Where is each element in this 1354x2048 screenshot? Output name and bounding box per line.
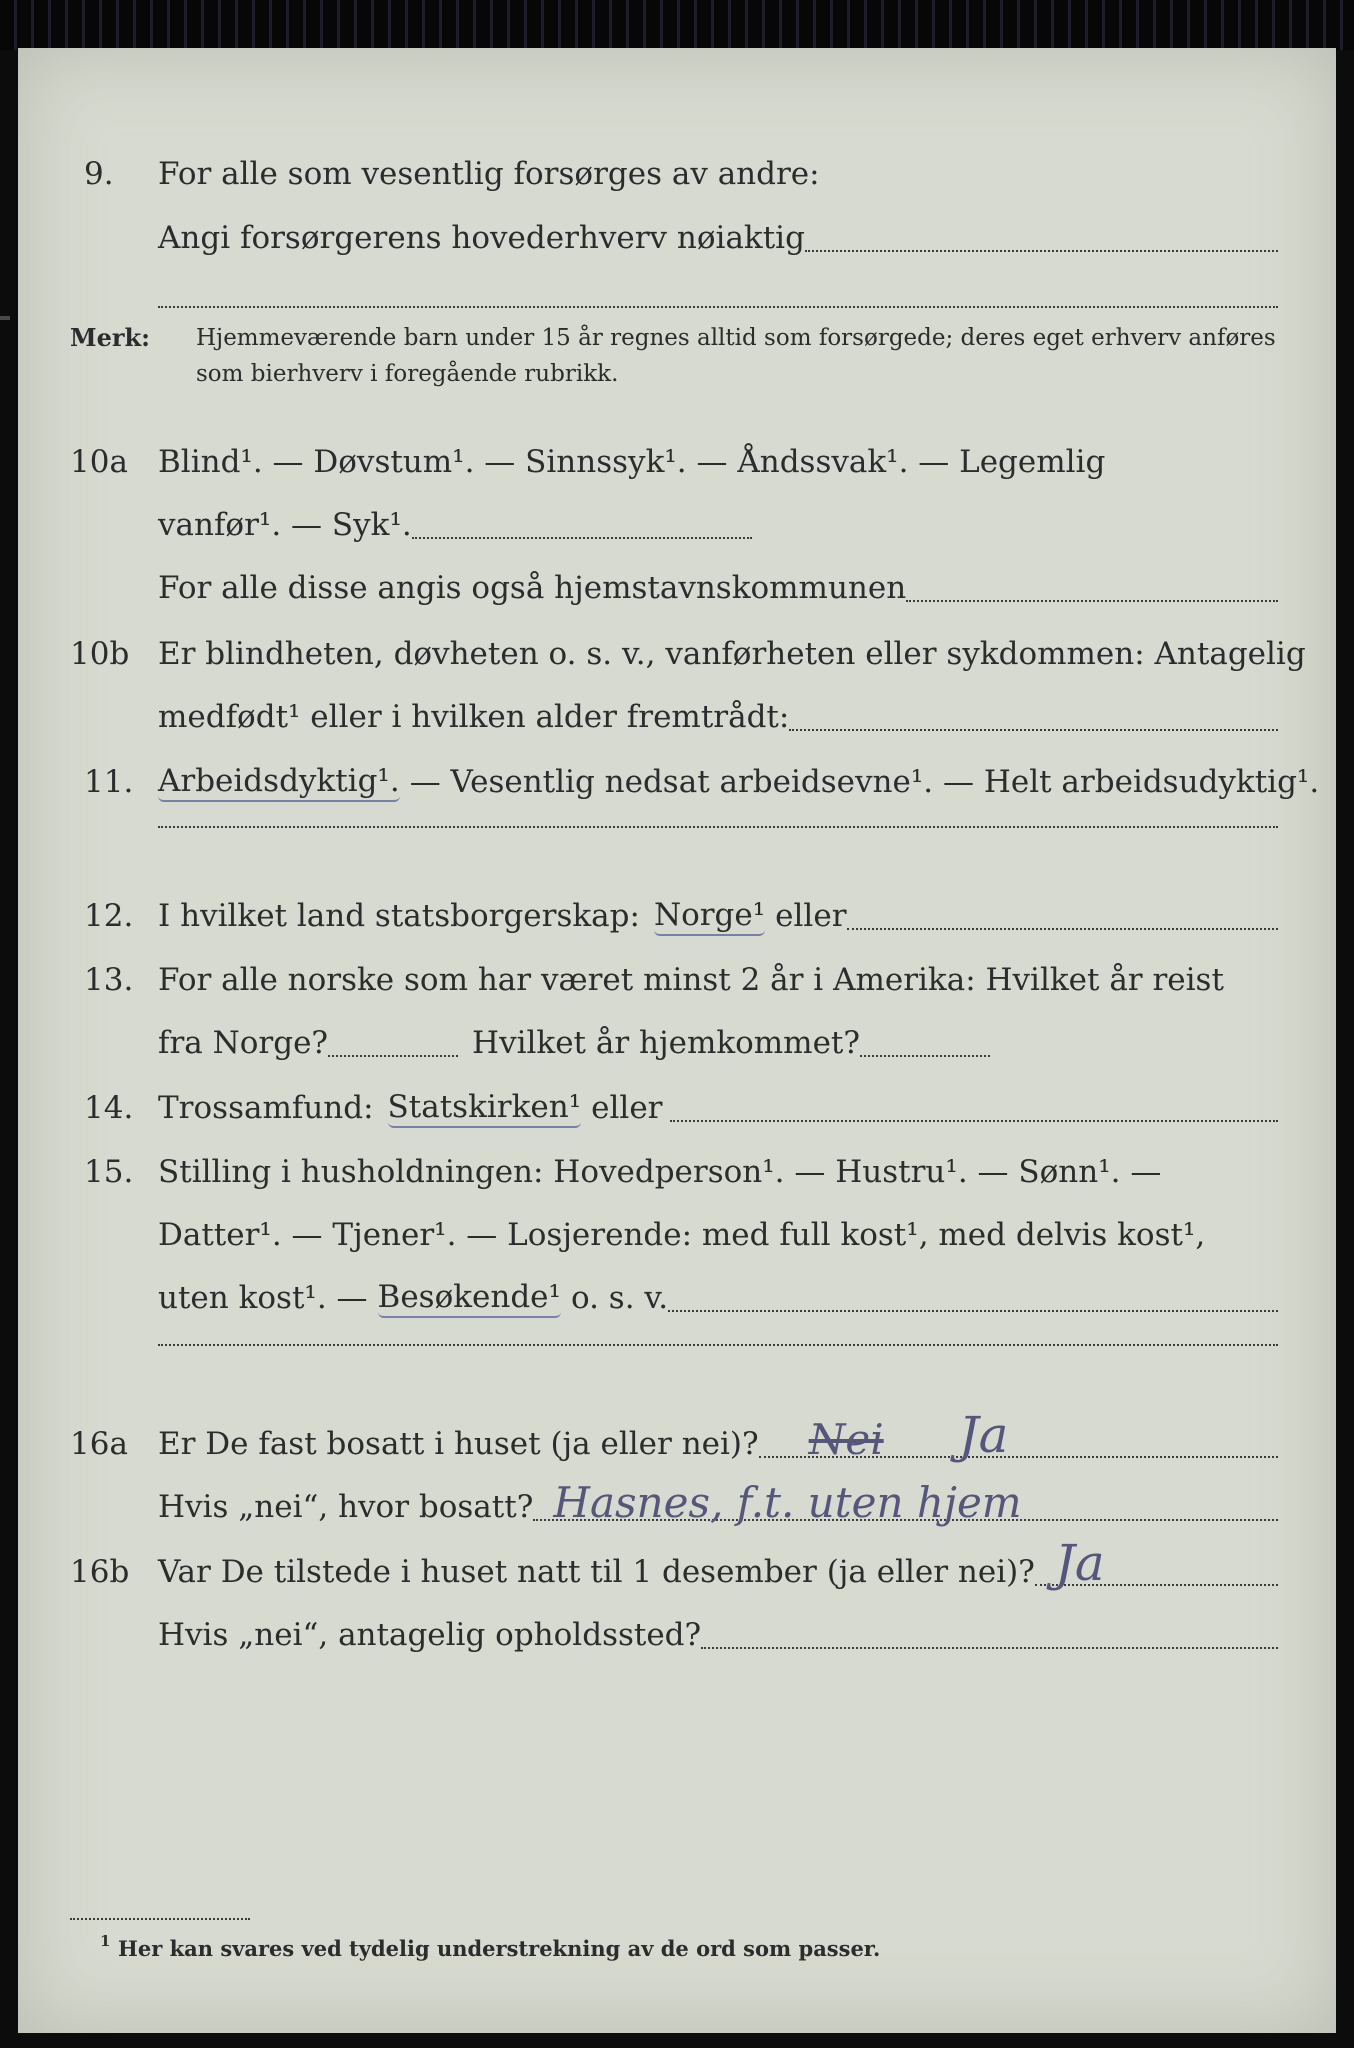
- question-text: Stilling i husholdningen: Hovedperson¹. — Hustru¹. — Sønn¹. —: [158, 1154, 1162, 1190]
- question-text: eller: [591, 1090, 663, 1126]
- question-text: Datter¹. — Tjener¹. — Losjerende: med full kost¹, med delvis kost¹,: [158, 1217, 1206, 1253]
- question-number: 11.: [84, 764, 134, 800]
- answer-line[interactable]: [158, 826, 1278, 828]
- underlined-option[interactable]: Besøkende¹: [378, 1279, 561, 1318]
- question-text: Angi forsørgerens hovederhverv nøiaktig: [158, 220, 805, 256]
- question-number: 9.: [84, 156, 114, 192]
- note-label: Merk:: [70, 323, 150, 352]
- question-text: Hvis „nei“, hvor bosatt?: [158, 1489, 534, 1525]
- handwritten-answer: Ja: [1054, 1534, 1105, 1592]
- scan-border: [0, 0, 1354, 50]
- underlined-option[interactable]: Statskirken¹: [388, 1089, 582, 1128]
- answer-field-hjemstavn[interactable]: [906, 600, 1278, 602]
- answer-field-13a[interactable]: [328, 1055, 458, 1057]
- question-text: Blind¹. — Døvstum¹. — Sinnssyk¹. — Åndssvak¹. — Legemlig: [158, 444, 1106, 480]
- question-text: I hvilket land statsborgerskap:: [158, 898, 640, 934]
- question-number: 16a: [70, 1426, 128, 1462]
- answer-field-15[interactable]: [668, 1310, 1278, 1312]
- question-text: Hvilket år hjemkommet?: [472, 1025, 861, 1061]
- census-form-page: [18, 48, 1336, 2033]
- footnote-rule: [70, 1918, 250, 1920]
- answer-field-16a-2[interactable]: [533, 1478, 1278, 1527]
- question-number: 16b: [70, 1554, 130, 1590]
- answer-field-10b[interactable]: [789, 729, 1278, 731]
- answer-field-10a[interactable]: [412, 537, 752, 539]
- answer-line[interactable]: [158, 306, 1278, 308]
- question-text: medfødt¹ eller i hvilken alder fremtrådt:: [158, 699, 790, 735]
- question-text: Hvis „nei“, antagelig opholdssted?: [158, 1617, 702, 1653]
- answer-field-16a-1[interactable]: [759, 1406, 1278, 1464]
- answer-line[interactable]: [158, 1344, 1278, 1346]
- answer-field-12[interactable]: [847, 928, 1278, 930]
- answer-field-16b-1[interactable]: [1035, 1534, 1278, 1592]
- question-text: vanfør¹. — Syk¹.: [158, 507, 412, 543]
- handwritten-answer: Hasnes, f.t. uten hjem: [553, 1478, 1022, 1527]
- question-number: 10a: [70, 444, 128, 480]
- question-text: Er blindheten, døvheten o. s. v., vanførheten eller sykdommen: Antagelig: [158, 636, 1306, 672]
- answer-field-13b[interactable]: [860, 1055, 990, 1057]
- question-text: Er De fast bosatt i huset (ja eller nei)?: [158, 1426, 759, 1462]
- question-number: 14.: [84, 1090, 134, 1126]
- question-text: Var De tilstede i huset natt til 1 desember (ja eller nei)?: [158, 1554, 1035, 1590]
- underlined-option[interactable]: Arbeidsdyktig¹.: [158, 763, 400, 802]
- question-text: o. s. v.: [570, 1280, 669, 1316]
- footnote-text: Her kan svares ved tydelig understrekning av de ord som passer.: [118, 1936, 881, 1961]
- note-block: [18, 320, 1336, 400]
- question-text: For alle disse angis også hjemstavnskommunen: [158, 570, 907, 606]
- answer-field-14[interactable]: [670, 1120, 1278, 1122]
- answer-field-9[interactable]: [805, 250, 1278, 252]
- question-text: For alle som vesentlig forsørges av andre:: [158, 156, 820, 192]
- footnote-mark: 1: [100, 1932, 111, 1950]
- question-text: fra Norge?: [158, 1025, 329, 1061]
- question-number: 12.: [84, 898, 134, 934]
- handwritten-struck-answer: Nei: [808, 1415, 884, 1464]
- question-number: 15.: [84, 1154, 134, 1190]
- question-text: For alle norske som har været minst 2 år i Amerika: Hvilket år reist: [158, 962, 1224, 998]
- question-text: eller: [775, 898, 847, 934]
- question-number: 10b: [70, 636, 130, 672]
- question-text: Trossamfund:: [158, 1090, 374, 1126]
- edge-mark: [0, 316, 10, 320]
- handwritten-answer: Ja: [958, 1406, 1009, 1464]
- answer-field-16b-2[interactable]: [701, 1647, 1278, 1649]
- underlined-option[interactable]: Norge¹: [654, 897, 765, 936]
- question-number: 13.: [84, 962, 134, 998]
- question-text: uten kost¹. —: [158, 1280, 368, 1316]
- question-text: — Vesentlig nedsat arbeidsevne¹. — Helt arbeidsudyktig¹.: [409, 764, 1320, 800]
- note-text: Hjemmeværende barn under 15 år regnes alltid som forsørgede; deres eget erhverv anføres som bierhverv i foregående rubrikk.: [196, 325, 1276, 387]
